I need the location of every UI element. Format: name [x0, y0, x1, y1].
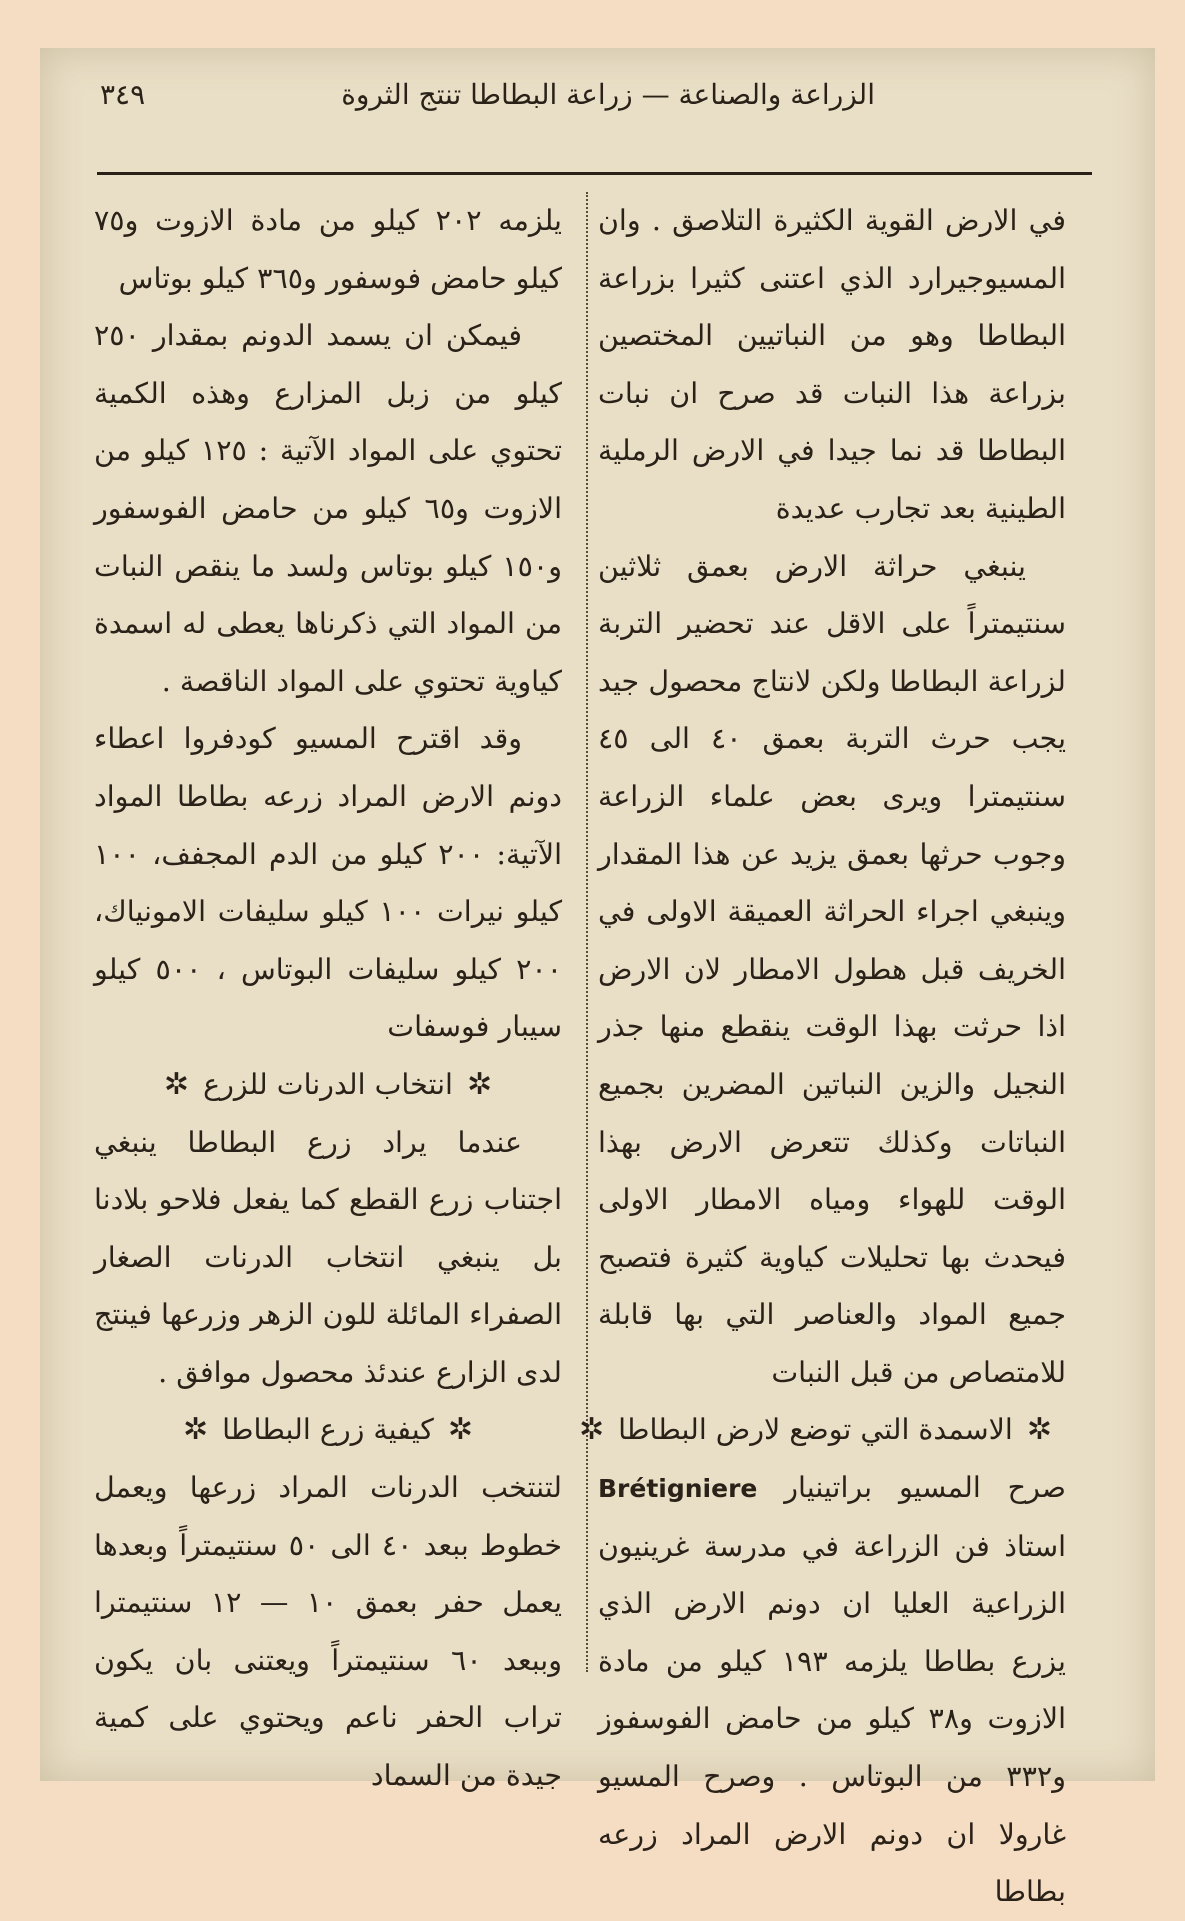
- paragraph: فيمكن ان يسمد الدونم بمقدار ٢٥٠ كيلو من زبل المزارع وهذه الكمية تحتوي على المواد الآتية : ١٢٥ كيلو من الازوت و٦٥ كيلو من حامض الفوسفور و١٥٠ كيلو بوتاس ولسد ما ينقص النبات من المواد التي ذكرناها يعطى له اسمدة كياوية تحتوي على المواد الناقصة .: [94, 319, 563, 698]
- heading-text: الاسمدة التي توضع لارض البطاطا: [618, 1413, 1013, 1447]
- section-heading: [94, 1401, 562, 1459]
- asterism-ornament-icon: ✲: [447, 1412, 474, 1448]
- paragraph: [598, 1459, 1066, 1921]
- asterism-ornament-icon: ✲: [578, 1412, 605, 1448]
- latin-name: Brétigniere: [598, 1474, 758, 1504]
- heading-text: كيفية زرع البطاطا: [222, 1413, 434, 1447]
- asterism-ornament-icon: ✲: [466, 1066, 493, 1102]
- section-heading: [578, 1401, 1066, 1459]
- page-number: ٣٤٩: [100, 78, 146, 111]
- paragraph-text: صرح المسيو براتينيار: [784, 1471, 1066, 1505]
- header-rule: [97, 172, 1092, 175]
- paragraph: عندما يراد زرع البطاطا ينبغي اجتناب زرع القطع كما يفعل فلاحو بلادنا بل ينبغي انتخاب الدرنات الصغار الصفراء المائلة للون الزهر وزرعها فينتج لدى الزارع عندئذ محصول موافق .: [94, 1125, 562, 1389]
- paragraph: لتنتخب الدرنات المراد زرعها ويعمل خطوط ببعد ٤٠ الى ٥٠ سنتيمتراً وبعدها يعمل حفر بعمق ١٠ — ١٢ سنتيمترا وببعد ٦٠ سنتيمتراً ويعتنى بان يكون تراب الحفر ناعم ويحتوي على كمية جيدة من السماد: [94, 1471, 563, 1793]
- asterism-ornament-icon: ✲: [182, 1412, 209, 1448]
- asterism-ornament-icon: ✲: [1026, 1412, 1052, 1448]
- running-header: [60, 78, 1125, 118]
- section-heading: [94, 1056, 562, 1114]
- running-title: الزراعة والصناعة — زراعة البطاطا تنتج الثروة: [341, 78, 875, 111]
- paragraph: يلزمه ٢٠٢ كيلو من مادة الازوت و٧٥ كيلو حامض فوسفور و٣٦٥ كيلو بوتاس: [94, 204, 562, 295]
- left-column: [94, 192, 562, 1805]
- paragraph: ينبغي حراثة الارض بعمق ثلاثين سنتيمتراً على الاقل عند تحضير التربة لزراعة البطاطا ولكن لانتاج محصول جيد يجب حرث التربة بعمق ٤٠ الى ٤٥ سنتيمترا ويرى بعض علماء الزراعة وجوب حرثها بعمق يزيد عن هذا المقدار وينبغي اجراء الحراثة العميقة الاولى في الخريف قبل هطول الامطار لان الارض اذا حرثت بهذا الوقت ينقطع منها جذر النجيل والزين النباتين المضرين بجميع النباتات وكذلك تتعرض الارض بهذا الوقت للهواء ومياه الامطار الاولى فيحدث بها تحليلات كياوية كثيرة فتصبح جميع المواد والعناصر التي بها قابلة للامتصاص من قبل النبات: [598, 549, 1066, 1389]
- paragraph-text: استاذ فن الزراعة في مدرسة غرينيون الزراعية العليا ان دونم الارض الذي يزرع بطاطا يلزمه ١٩٣ كيلو من مادة الازوت و٣٨ كيلو من حامض الفوسفوز و٣٣٢ من البوتاس . وصرح المسيو غارولا ان دونم الارض المراد زرعه بطاطا: [598, 1529, 1066, 1909]
- paragraph: وقد اقترح المسيو كودفروا اعطاء دونم الارض المراد زرعه بطاطا المواد الآتية: ٢٠٠ كيلو من الدم المجفف، ١٠٠ كيلو نيرات ١٠٠ كيلو سليفات الامونياك، ٢٠٠ كيلو سليفات البوتاس ، ٥٠٠ كيلو سيبار فوسفات: [94, 722, 563, 1044]
- right-column: [578, 192, 1066, 1921]
- paragraph: في الارض القوية الكثيرة التلاصق . وان المسيوجيرارد الذي اعتنى كثيرا بزراعة البطاطا وهو من النباتيين المختصين بزراعة هذا النبات قد صرح ان نبات البطاطا قد نما جيدا في الارض الرملية الطينية بعد تجارب عديدة: [598, 204, 1066, 525]
- heading-text: انتخاب الدرنات للزرع: [203, 1067, 453, 1101]
- asterism-ornament-icon: ✲: [163, 1066, 190, 1102]
